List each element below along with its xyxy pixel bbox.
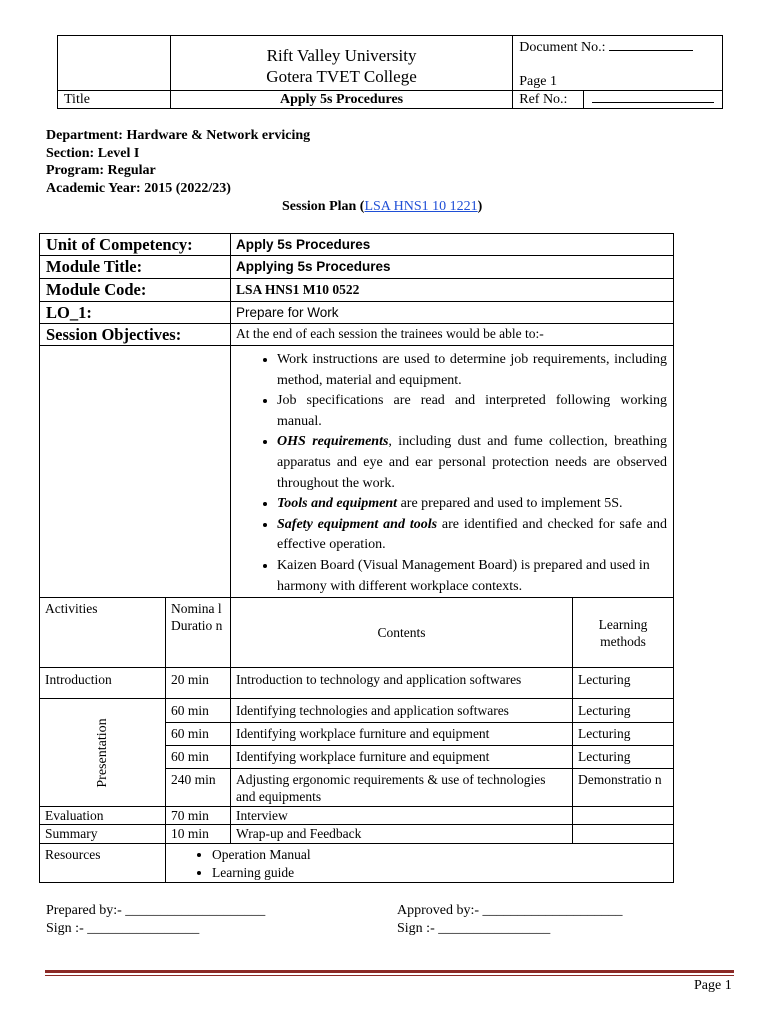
module-code-row [40,279,674,302]
unit-of-competency-row [40,234,674,256]
session-plan-heading: Session Plan (LSA HNS1 10 1221) [282,199,483,214]
prepared-by-line: Prepared by:- ____________________ [46,903,266,918]
header-institution-cell [170,36,512,91]
objective-item: • OHS requirements, including dust and fume collection, breathing apparatus and eye and ear personal protection needs are observed throughout the work. [277,432,667,494]
ref-no-label: Ref No.: [513,91,584,108]
footer-rule-thick [45,970,734,973]
table-row [40,668,674,699]
objective-item: • Work instructions are used to determine job requirements, including method, material and equipment. [277,350,667,391]
university-name: Rift Valley University [266,46,417,65]
document-no-label: Document No.: [519,40,606,55]
resource-item: • Operation Manual [212,846,673,864]
objectives-blank-cell [40,346,231,598]
method-cell: Lecturing [573,723,674,746]
module-title-row [40,256,674,279]
approved-sign-line: Sign :- ________________ [397,921,551,936]
resources-row [40,844,674,883]
duration-cell: 60 min [166,746,231,769]
content-cell: Introduction to technology and application softwares [231,668,573,699]
footer-rule-thin [45,975,734,976]
approved-by-line: Approved by:- ____________________ [397,903,623,918]
document-title: Apply 5s Procedures [170,91,512,109]
department: Department: Hardware & Network ervicing [46,128,311,143]
table-row [40,825,674,844]
duration-cell: 70 min [166,807,231,825]
duration-cell: 240 min [166,769,231,807]
session-objectives-label: Session Objectives: [40,324,231,346]
session-objectives-intro: At the end of each session the trainees would be able to:- [231,324,674,346]
objectives-list-row [40,346,674,598]
learning-outcome-label: LO_1: [40,302,231,324]
resources-list [166,846,673,882]
activities-header-row [40,598,674,668]
session-plan-link[interactable]: LSA HNS1 10 1221 [364,199,478,214]
document-no-blank [609,39,693,51]
resource-item: • Learning guide [212,864,673,882]
objective-item: • Tools and equipment are prepared and used to implement 5S. [277,494,667,515]
module-code-value: LSA HNS1 M10 0522 [231,279,674,302]
content-cell: Wrap-up and Feedback [231,825,573,844]
academic-year: Academic Year: 2015 (2022/23) [46,180,231,196]
ref-no-field [584,91,722,108]
method-cell: Lecturing [573,699,674,723]
duration-cell: 10 min [166,825,231,844]
document-header-table [57,35,723,109]
table-row [40,699,674,723]
document-meta [46,127,310,197]
learning-outcome-row [40,302,674,324]
objective-item: • Job specifications are read and interpreted following working manual. [277,391,667,432]
duration-cell: 20 min [166,668,231,699]
resources-cell [166,844,674,883]
contents-header: Contents [231,598,573,668]
header-page-label: Page 1 [519,74,557,89]
prepared-by-block [46,902,265,938]
section: Section: Level I [46,145,140,161]
table-row [40,807,674,825]
content-cell: Identifying workplace furniture and equipment [231,723,573,746]
session-plan-table [39,233,674,883]
duration-cell: 60 min [166,699,231,723]
method-cell: Demonstratio n [573,769,674,807]
activities-header: Activities [40,598,166,668]
presentation-cell [40,699,166,807]
learning-outcome-value: Prepare for Work [231,302,674,324]
college-name: Gotera TVET College [266,67,417,86]
program: Program: Regular [46,163,156,178]
session-objectives-row [40,324,674,346]
resources-label: Resources [40,844,166,883]
header-document-cell [513,36,723,91]
unit-of-competency-label: Unit of Competency: [40,234,231,256]
method-cell: Lecturing [573,746,674,769]
title-label: Title [58,91,171,109]
objectives-list [231,350,667,597]
objective-item: • Kaizen Board (Visual Management Board) is prepared and used in harmony with different workplace contexts. [277,556,667,597]
content-cell: Interview [231,807,573,825]
content-cell: Identifying technologies and application softwares [231,699,573,723]
content-cell: Adjusting ergonomic requirements & use of technologies and equipments [231,769,573,807]
module-title-label: Module Title: [40,256,231,279]
ref-no-cell [513,91,723,109]
objectives-list-cell [231,346,674,598]
header-logo-cell [58,36,171,91]
content-cell: Identifying workplace furniture and equipment [231,746,573,769]
presentation-label: Presentation [94,718,110,788]
activity-cell: Summary [40,825,166,844]
module-code-label: Module Code: [40,279,231,302]
approved-by-block [397,902,623,938]
module-title-value: Applying 5s Procedures [231,256,674,279]
unit-of-competency-value: Apply 5s Procedures [231,234,674,256]
prepared-sign-line: Sign :- ________________ [46,921,200,936]
duration-header: Nomina l Duratio n [166,598,231,668]
method-cell [573,807,674,825]
activity-cell: Introduction [40,668,166,699]
objective-item: • Safety equipment and tools are identified and checked for safe and effective operation. [277,515,667,556]
learning-methods-header: Learning methods [573,598,674,668]
duration-cell: 60 min [166,723,231,746]
activity-cell: Evaluation [40,807,166,825]
method-cell: Lecturing [573,668,674,699]
footer-page-number: Page 1 [694,978,732,993]
method-cell [573,825,674,844]
